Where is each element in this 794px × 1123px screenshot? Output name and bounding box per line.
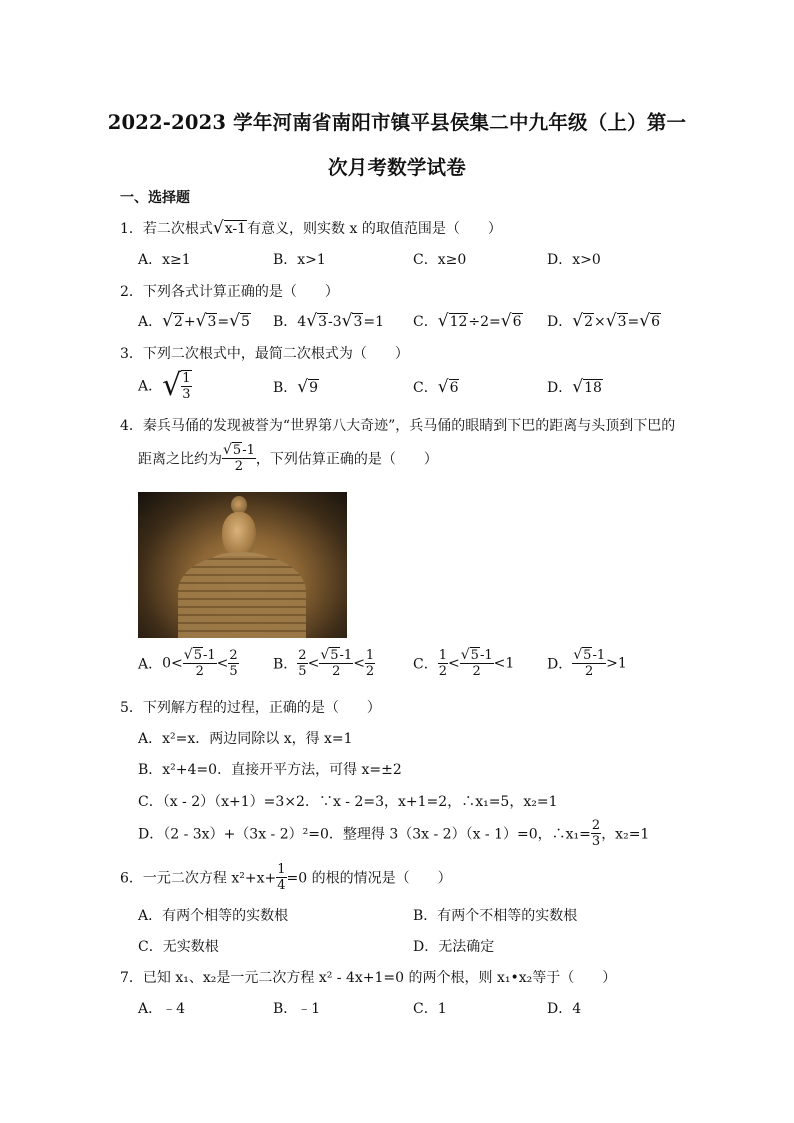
question-7 <box>120 967 616 987</box>
option-d: D．（2 - 3x）+（3x - 2）²=0．整理得 3（3x - 2）（x - 1）=0，∴x₁= $\frac{2}{3}$ ，x₂=1 <box>138 818 650 849</box>
option-b: B． $\frac{2}{5}$ < $\frac{√5-1}{2}$ < $\frac{1}{2}$ <box>273 647 375 679</box>
question-3 <box>120 343 409 363</box>
option-c: C． $\frac{1}{2}$ < $\frac{√5-1}{2}$ <1 <box>413 647 515 679</box>
question-text: 若二次根式 <box>142 221 213 237</box>
terracotta-warrior-image <box>138 492 347 638</box>
question-number: 3． <box>120 346 143 362</box>
question-text: 已知 x₁、x₂是一元二次方程 x² - 4x+1=0 的两个根，则 x₁•x₂等于（ ） <box>142 970 617 986</box>
question-number: 5． <box>120 700 143 716</box>
question-4 <box>120 415 675 435</box>
question-6: 6．一元二次方程 x²+x+ $\frac{1}{4}$ =0 的根的情况是（ ） <box>120 862 452 893</box>
question-text: 下列二次根式中，最简二次根式为（ ） <box>142 346 409 362</box>
option-b: B．4√3-3√3=1 <box>273 311 385 331</box>
option-c: C．x≥0 <box>413 252 467 268</box>
option-c: C．（x - 2）（x+1）=3×2．∵x - 2=3，x+1=2，∴x₁=5，x₂=1 <box>138 794 558 810</box>
question-4-line2: 距离之比约为 $\frac{√5-1}{2}$ ，下列估算正确的是（ ） <box>138 442 438 474</box>
option-b: B．有两个不相等的实数根 <box>413 908 578 924</box>
question-number: 2． <box>120 284 143 300</box>
option-a: A．√2+√3=√5 <box>138 311 250 331</box>
option-c: C．√12÷2=√6 <box>413 311 522 331</box>
option-a: A．有两个相等的实数根 <box>138 908 289 924</box>
option-d: D．x>0 <box>547 252 601 268</box>
question-text: 下列各式计算正确的是（ ） <box>142 284 339 300</box>
option-d: D．4 <box>547 1001 582 1017</box>
question-1 <box>120 218 502 238</box>
question-text: 秦兵马俑的发现被誉为“世界第八大奇迹”，兵马俑的眼睛到下巴的距离与头顶到下巴的 <box>142 418 676 434</box>
question-text: 下列解方程的过程，正确的是（ ） <box>142 700 381 716</box>
option-a: A．√ $\frac{1}{3}$ <box>138 368 191 403</box>
question-2 <box>120 281 339 301</box>
option-a: A．x²=x．两边同除以 x，得 x=1 <box>138 731 353 747</box>
option-d: D．√2×√3=√6 <box>547 311 660 331</box>
option-b: B．x>1 <box>273 252 326 268</box>
question-number: 1． <box>120 221 143 237</box>
option-d: D． $\frac{√5-1}{2}$ >1 <box>547 647 627 679</box>
option-d: D．无法确定 <box>413 939 495 955</box>
option-d: D．√18 <box>547 377 602 397</box>
option-c: C．无实数根 <box>138 939 219 955</box>
question-number: 4． <box>120 418 143 434</box>
golden-ratio-fraction: $\frac{√5-1}{2}$ <box>223 442 255 474</box>
question-5 <box>120 697 381 717</box>
option-c: C．1 <box>413 1001 447 1017</box>
question-number: 6． <box>120 870 143 887</box>
option-b: B．﹣1 <box>273 1001 321 1017</box>
page-title-line1: 2022-2023 学年河南省南阳市镇平县侯集二中九年级（上）第一 <box>107 111 687 134</box>
question-number: 7． <box>120 970 143 986</box>
option-b: B．x²+4=0．直接开平方法，可得 x=±2 <box>138 762 402 778</box>
option-a: A．0< $\frac{√5-1}{2}$ < $\frac{2}{5}$ <box>138 647 238 679</box>
section-heading: 一、选择题 <box>120 190 190 206</box>
page-title-line2: 次月考数学试卷 <box>328 156 466 179</box>
option-a: A．x≥1 <box>138 252 191 268</box>
option-b: B．√9 <box>273 377 319 397</box>
option-c: C．√6 <box>413 377 459 397</box>
question-text: 有意义，则实数 x 的取值范围是（ ） <box>247 221 502 237</box>
sqrt-expression: √x-1 <box>212 218 247 238</box>
option-a: A．﹣4 <box>138 1001 186 1017</box>
